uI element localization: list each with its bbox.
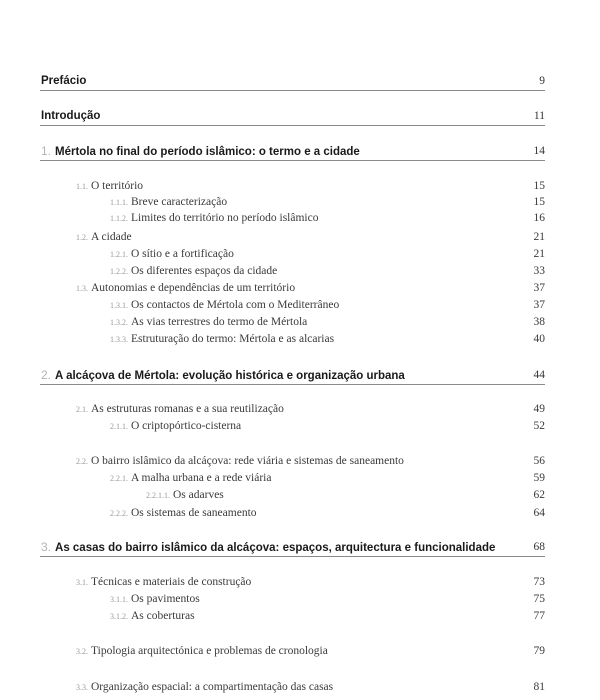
toc-entry [0,314,600,330]
toc-entry [0,470,600,486]
toc-page-number: 38 [533,316,545,328]
section-number: 1.3. [76,284,88,293]
toc-title: Mértola no final do período islâmico: o termo e a cidade [55,146,360,158]
toc-page-number: 33 [533,265,545,277]
toc-page-number: 40 [533,333,545,345]
toc-page-number: 15 [533,196,545,208]
section-number: 1.3.2. [110,318,128,327]
section-number: 2.2.1. [110,474,128,483]
toc-page-number: 75 [533,593,545,605]
section-number: 3.1.2. [110,612,128,621]
toc-title: Introdução [41,110,101,122]
divider [40,90,545,91]
toc-title: Tipologia arquitectónica e problemas de cronologia [91,645,328,657]
toc-title: As estruturas romanas e a sua reutilização [91,403,284,415]
toc-page-number: 81 [533,681,545,693]
toc-page-number: 56 [533,455,545,467]
toc-page-number: 15 [533,180,545,192]
toc-entry [0,591,600,607]
toc-entry [0,210,600,226]
toc-entry [0,229,600,245]
toc-page-number: 14 [533,145,545,157]
toc-page-number: 77 [533,610,545,622]
section-number: 1.3.3. [110,335,128,344]
toc-entry [0,487,600,503]
section-number: 1.1.1. [110,198,128,207]
divider [40,125,545,126]
toc-entry [0,679,600,695]
toc-title: As vias terrestres do termo de Mértola [131,316,308,328]
toc-title: O sítio e a fortificação [131,248,234,260]
toc-page-number: 68 [533,541,545,553]
toc-entry [0,331,600,347]
section-number: 3.3. [76,683,88,692]
toc-title: Estruturação do termo: Mértola e as alcarias [131,333,335,345]
section-number: 2.2.1.1. [146,491,170,500]
toc-entry [0,263,600,279]
chapter-number: 3. [41,540,52,554]
section-number: 3.2. [76,647,88,656]
toc-page-number: 21 [533,231,545,243]
toc-entry [0,297,600,313]
toc-page-number: 11 [533,110,545,122]
toc-entry [0,194,600,210]
section-number: 2.2.2. [110,509,128,518]
toc-entry [0,178,600,194]
toc-chapter-1 [0,143,600,159]
toc-entry [0,280,600,296]
section-number: 2.1.1. [110,422,128,431]
chapter-number: 2. [41,368,52,382]
toc-title: As coberturas [131,610,195,622]
toc-entry [0,401,600,417]
toc-title: A malha urbana e a rede viária [131,472,272,484]
toc-head-introducao [0,108,600,124]
divider [40,556,545,557]
toc-page-number: 21 [533,248,545,260]
toc-page-number: 52 [533,420,545,432]
toc-title: Os adarves [173,489,224,501]
divider [40,384,545,385]
toc-title: A cidade [91,231,132,243]
toc-title: O bairro islâmico da alcáçova: rede viária e sistemas de saneamento [91,455,404,467]
toc-head-prefacio [0,73,600,89]
toc-entry [0,453,600,469]
toc-entry [0,574,600,590]
chapter-number: 1. [41,144,52,158]
toc-page-number: 49 [533,403,545,415]
section-number: 1.2.2. [110,267,128,276]
divider [40,160,545,161]
toc-title: As casas do bairro islâmico da alcáçova: espaços, arquitectura e funcionalidade [55,542,496,554]
toc-page-number: 73 [533,576,545,588]
toc-entry [0,608,600,624]
toc-title: Os contactos de Mértola com o Mediterrâneo [131,299,340,311]
toc-title: Autonomias e dependências de um território [91,282,296,294]
section-number: 1.1. [76,182,88,191]
toc-entry [0,418,600,434]
toc-title: O território [91,180,144,192]
toc-page-number: 16 [533,212,545,224]
toc-title: A alcáçova de Mértola: evolução histórica e organização urbana [55,370,405,382]
toc-title: O criptopórtico-cisterna [131,420,242,432]
toc-chapter-2 [0,367,600,383]
toc-page-number: 37 [533,282,545,294]
toc-title: Os sistemas de saneamento [131,507,257,519]
toc-title: Os pavimentos [131,593,200,605]
toc-title: Prefácio [41,75,87,87]
toc-page-number: 44 [533,369,545,381]
toc-page-number: 59 [533,472,545,484]
section-number: 2.2. [76,457,88,466]
section-number: 1.1.2. [110,214,128,223]
toc-title: Limites do território no período islâmico [131,212,319,224]
toc-title: Organização espacial: a compartimentação das casas [91,681,334,693]
section-number: 2.1. [76,405,88,414]
section-number: 1.2. [76,233,88,242]
toc-chapter-3 [0,539,600,555]
toc-page-number: 64 [533,507,545,519]
toc-page-number: 79 [533,645,545,657]
toc-page-number: 37 [533,299,545,311]
section-number: 1.3.1. [110,301,128,310]
section-number: 3.1.1. [110,595,128,604]
section-number: 1.2.1. [110,250,128,259]
toc-title: Os diferentes espaços da cidade [131,265,278,277]
toc-entry [0,643,600,659]
toc-page-number: 9 [539,75,545,87]
section-number: 3.1. [76,578,88,587]
toc-page-number: 62 [533,489,545,501]
toc-entry [0,246,600,262]
toc-title: Breve caracterização [131,196,228,208]
toc-title: Técnicas e materiais de construção [91,576,252,588]
toc-entry [0,505,600,521]
